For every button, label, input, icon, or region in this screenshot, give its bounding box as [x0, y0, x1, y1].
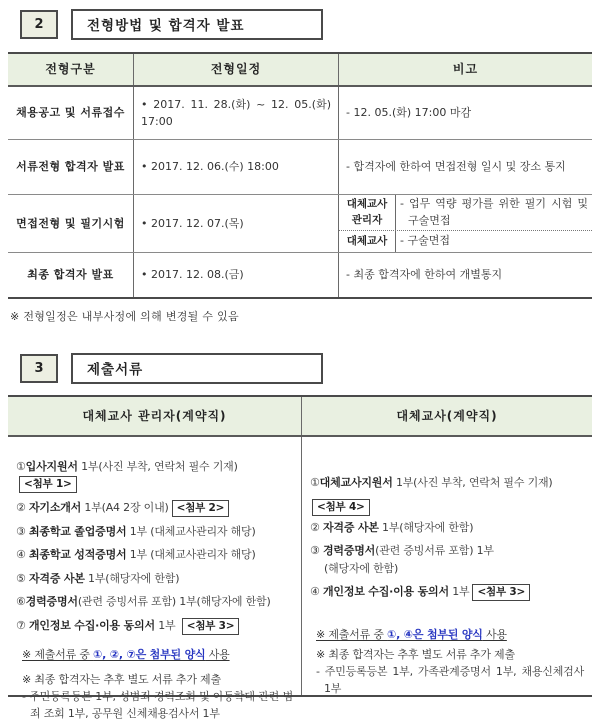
subrow-note-text: - 업무 역량 평가를 위한 필기 시험 및 구술면접 — [400, 197, 588, 227]
item-number: ⑤ — [16, 571, 29, 585]
section-title: 전형방법 및 합격자 발표 — [87, 18, 245, 34]
item-detail: 1부(해당자에 한함) — [84, 571, 180, 585]
final-docs-note: ※ 최종 합격자는 추후 별도 서류 추가 제출 — [316, 647, 515, 661]
teacher-documents-column — [302, 437, 592, 695]
attachment-badge: <첨부 1> — [19, 476, 77, 493]
item-name: 자기소개서 — [28, 500, 82, 514]
final-docs-detail: - 주민등록등본 1부, 성범죄 경력조회 및 아동학대 관련 범죄 조회 1부, 공무원 신체채용검사서 1부 — [22, 690, 293, 720]
doc-item-1 — [16, 459, 293, 493]
section-number-badge — [20, 10, 58, 39]
doc-item-3 — [310, 543, 584, 560]
doc-item-1 — [310, 475, 584, 492]
doc-item-4 — [310, 584, 584, 601]
item-detail: 1부 — [448, 585, 470, 599]
item-name: 입사지원서 — [25, 460, 78, 473]
table-row — [8, 195, 592, 253]
subrow-note-text: - 구술면접 — [400, 234, 450, 248]
item-detail: 1부 (대체교사관리자 해당) — [126, 548, 256, 562]
item-detail: (관련 증빙서류 포함) 1부(해당자에 한함) — [77, 595, 271, 609]
table-row — [8, 253, 592, 297]
row-category: 최종 합격자 발표 — [8, 253, 134, 297]
row-schedule: • 2017. 12. 08.(금) — [134, 253, 339, 297]
item-detail: 1부 (대체교사관리자 해당) — [126, 524, 256, 538]
row-note — [339, 253, 592, 297]
doc-item-4 — [16, 547, 293, 564]
final-docs-note: ※ 최종 합격자는 추후 별도 서류 추가 제출 — [22, 672, 221, 686]
section-documents-heading — [20, 352, 600, 384]
form-usage-note — [316, 627, 584, 644]
row-schedule: • 2017. 12. 06.(수) 18:00 — [134, 140, 339, 194]
item-name: 경력증명서 — [322, 544, 376, 558]
item-number: ① — [310, 476, 320, 489]
row-note-text: - 합격자에 한하여 면접전형 일시 및 장소 통지 — [346, 160, 566, 174]
section-method-heading — [20, 8, 600, 40]
subrow-note — [396, 195, 592, 230]
table-row — [8, 87, 592, 140]
row-schedule: • 2017. 12. 07.(목) — [134, 195, 339, 252]
item-name: 개인정보 수집·이용 동의서 — [322, 585, 449, 599]
doc-item-2 — [16, 500, 293, 517]
section-title: 제출서류 — [87, 362, 144, 378]
note-suffix: 사용 — [205, 648, 230, 662]
item-detail: 1부(사진 부착, 연락처 필수 기재) — [392, 476, 553, 489]
attachment-badge: <첨부 2> — [172, 500, 230, 517]
item-name: 자격증 사본 — [28, 571, 85, 585]
item-number: ② — [16, 500, 29, 514]
attachment-badge: <첨부 3> — [182, 618, 240, 635]
item-name: 최종학교 성적증명서 — [28, 548, 127, 562]
table-header-row — [8, 54, 592, 87]
item-number: ④ — [310, 585, 323, 599]
item-name: 개인정보 수집·이용 동의서 — [28, 618, 155, 632]
section-number-badge — [20, 354, 58, 383]
subrow-manager — [339, 195, 592, 231]
form-usage-note — [22, 647, 293, 664]
item-name: 자격증 사본 — [322, 520, 379, 534]
row-note — [339, 87, 592, 139]
item-number: ④ — [16, 548, 29, 562]
item-name: 대체교사지원서 — [319, 476, 393, 489]
subrow-label: 대체교사 관리자 — [339, 195, 396, 230]
doc-item-5 — [16, 571, 293, 588]
item-name: 최종학교 졸업증명서 — [28, 524, 127, 538]
row-note-text: - 최종 합격자에 한하여 개별통지 — [346, 268, 503, 282]
subrow-note — [396, 231, 592, 252]
doc-item-3 — [16, 524, 293, 541]
note-prefix: ※ 제출서류 중 — [22, 648, 94, 662]
note-highlight: ①, ④은 첨부된 양식 — [387, 628, 483, 642]
section-number: 3 — [34, 360, 44, 376]
section-title-box — [71, 353, 323, 384]
row-category: 면접전형 및 필기시험 — [8, 195, 134, 252]
section-number: 2 — [34, 16, 44, 32]
row-note-text: - 12. 05.(화) 17:00 마감 — [346, 106, 472, 120]
item-number: ② — [310, 520, 323, 534]
subrow-teacher — [339, 231, 592, 252]
col-header-category: 전형구분 — [8, 54, 134, 85]
item-number: ③ — [16, 524, 29, 538]
item-number: ⑦ — [16, 618, 29, 632]
item-detail: 1부(사진 부착, 연락처 필수 기재) — [77, 460, 238, 473]
submission-documents-table — [8, 395, 592, 720]
attachment-badge: <첨부 3> — [472, 584, 530, 601]
doc-item-7 — [16, 618, 293, 635]
item-number: ⑥ — [16, 595, 26, 609]
doc-item-2 — [310, 520, 584, 537]
final-docs-detail: - 주민등록등본 1부, 가족관계증명서 1부, 채용신체검사 1부 — [316, 665, 584, 695]
schedule-change-footnote: ※ 전형일정은 내부사정에 의해 변경될 수 있음 — [10, 310, 239, 323]
item-detail: (관련 증빙서류 포함) 1부 — [375, 544, 494, 558]
note-suffix: 사용 — [482, 628, 507, 642]
attachment-badge: <첨부 4> — [312, 499, 370, 516]
row-schedule: • 2017. 11. 28.(화) ~ 12. 05.(화) 17:00 — [134, 87, 339, 139]
note-prefix: ※ 제출서류 중 — [316, 628, 388, 642]
row-category: 서류전형 합격자 발표 — [8, 140, 134, 194]
row-category: 채용공고 및 서류접수 — [8, 87, 134, 139]
col-header-schedule: 전형일정 — [134, 54, 339, 85]
row-note-split — [339, 195, 592, 252]
doc-item-3-cont: (해당자에 한함) — [324, 561, 399, 575]
item-number: ① — [16, 460, 26, 473]
manager-documents-column — [8, 437, 302, 720]
col-header-manager: 대체교사 관리자(계약직) — [8, 397, 302, 435]
section-title-box — [71, 9, 323, 40]
selection-schedule-table — [8, 52, 592, 299]
item-number: ③ — [310, 544, 323, 558]
item-name: 경력증명서 — [25, 595, 78, 609]
item-detail: 1부 — [154, 618, 179, 632]
col-header-teacher: 대체교사(계약직) — [396, 408, 498, 423]
note-highlight: ①, ②, ⑦은 첨부된 양식 — [93, 648, 206, 662]
col-header-note: 비고 — [452, 62, 479, 77]
subrow-label: 대체교사 — [339, 231, 396, 252]
item-detail: 1부(A4 2장 이내) — [81, 500, 169, 514]
row-note — [339, 140, 592, 194]
table-header-row — [8, 397, 592, 437]
table-row — [8, 140, 592, 195]
item-detail: 1부(해당자에 한함) — [378, 520, 474, 534]
documents-body-row — [8, 437, 592, 720]
doc-item-6 — [16, 594, 293, 611]
